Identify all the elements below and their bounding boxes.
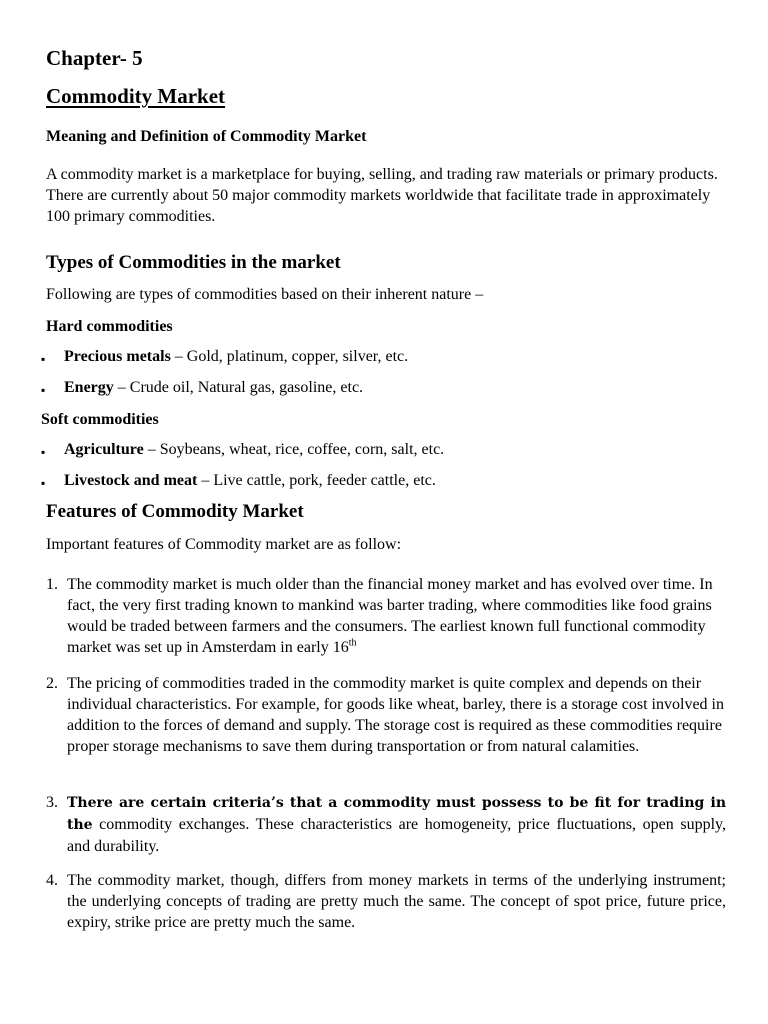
features-intro: Important features of Commodity market are as follow: [46, 536, 402, 553]
bullet-icon: ▪ [41, 352, 46, 366]
list-item-desc: – Soybeans, wheat, rice, coffee, corn, salt, etc. [143, 441, 445, 458]
feature-superscript: th [348, 637, 357, 649]
chapter-label: Chapter- 5 [46, 46, 143, 70]
list-item-desc: – Crude oil, Natural gas, gasoline, etc. [113, 379, 364, 396]
feature-text: commodity exchanges. These characteristics are homogeneity, price fluctuations, open supply, and durability. [67, 816, 726, 855]
page-title: Commodity Market [46, 84, 226, 108]
list-item-term: Agriculture [64, 441, 144, 458]
bullet-icon: ▪ [41, 445, 46, 459]
soft-commodities-heading: Soft commodities [41, 411, 159, 428]
hard-commodities-heading: Hard commodities [46, 318, 173, 335]
meaning-heading: Meaning and Definition of Commodity Market [46, 128, 367, 145]
list-item-term: Livestock and meat [64, 472, 198, 489]
feature-number: 1. [46, 576, 58, 593]
bullet-icon: ▪ [41, 476, 46, 490]
feature-number: 3. [46, 794, 58, 811]
types-intro: Following are types of commodities based on their inherent nature – [46, 286, 484, 303]
list-item-term: Precious metals [64, 348, 171, 365]
list-item-desc: – Live cattle, pork, feeder cattle, etc. [197, 472, 436, 489]
features-heading: Features of Commodity Market [46, 501, 304, 522]
feature-text: The pricing of commodities traded in the commodity market is quite complex and depends on their individual characteristics. For example, for goods like wheat, barley, there is a storage cost involved in addition to the forces of demand and supply. The storage cost is required as these commodities require proper storage mechanisms to save them during transportation or from natural calamities. [67, 675, 724, 755]
feature-number: 4. [46, 872, 58, 889]
feature-text-bold: There are certain criteria’s that a commodity must possess to be fit for trading in the [67, 795, 726, 833]
bullet-icon: ▪ [41, 383, 46, 397]
list-item-desc: – Gold, platinum, copper, silver, etc. [170, 348, 409, 365]
types-heading: Types of Commodities in the market [46, 252, 341, 273]
list-item-term: Energy [64, 379, 114, 396]
feature-number: 2. [46, 675, 58, 692]
meaning-paragraph: A commodity market is a marketplace for buying, selling, and trading raw materials or primary products. There are currently about 50 major commodity markets worldwide that facilitate trade in approximately 100 primary commodities. [46, 166, 718, 225]
feature-text: The commodity market, though, differs from money markets in terms of the underlying instrument; the underlying concepts of trading are pretty much the same. The concept of spot price, future price, expiry, strike price are pretty much the same. [67, 872, 726, 931]
feature-text: The commodity market is much older than the financial money market and has evolved over time. In fact, the very first trading known to mankind was barter trading, where commodities like food grains would be traded between farmers and the consumers. The earliest known full functional commodity market was set up in Amsterdam in early 16 [67, 576, 713, 656]
